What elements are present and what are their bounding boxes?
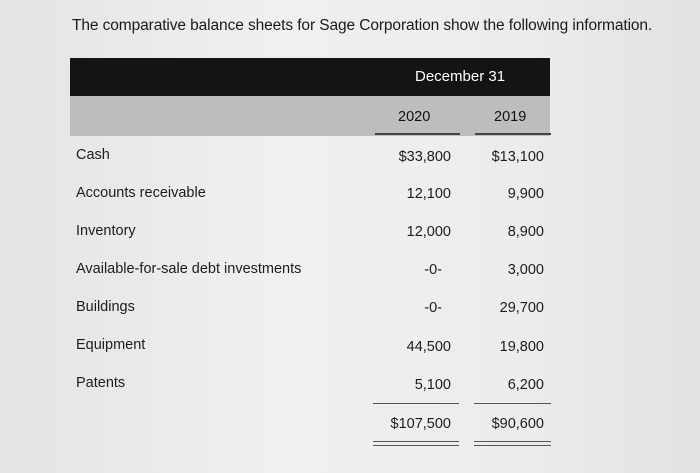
period-label: December 31 [415,68,506,85]
total-2020: $107,500 [390,416,451,432]
year-2019-header: 2019 [494,109,527,125]
row-label-equipment: Equipment [76,337,146,353]
total-double-line-2020-b [373,445,459,446]
subtotal-line-2019 [474,403,551,404]
problem-title: The comparative balance sheets for Sage Corporation show the following information. [72,17,653,34]
row-label-inventory: Inventory [76,223,136,239]
year-2020-underline [375,133,460,135]
buildings-2019: 29,700 [499,300,544,316]
accounts-receivable-2020: 12,100 [406,186,451,202]
equipment-2020: 44,500 [406,339,451,355]
cash-2019: $13,100 [491,149,544,165]
row-label-afs-debt-investments: Available-for-sale debt investments [76,261,302,277]
total-double-line-2019-b [474,445,551,446]
total-double-line-2020-a [373,441,459,442]
buildings-2020: -0- [424,300,442,316]
patents-2019: 6,200 [507,377,544,393]
accounts-receivable-2019: 9,900 [507,186,544,202]
cash-2020: $33,800 [398,149,451,165]
patents-2020: 5,100 [414,377,451,393]
row-label-accounts-receivable: Accounts receivable [76,185,206,201]
row-label-cash: Cash [76,147,110,163]
equipment-2019: 19,800 [499,339,544,355]
year-2020-header: 2020 [398,109,431,125]
afs-debt-investments-2020: -0- [424,262,442,278]
afs-debt-investments-2019: 3,000 [507,262,544,278]
table-header-years [70,96,550,136]
subtotal-line-2020 [373,403,459,404]
year-2019-underline [475,133,551,135]
inventory-2020: 12,000 [406,224,451,240]
table-header-period [70,58,550,96]
total-2019: $90,600 [491,416,544,432]
row-label-buildings: Buildings [76,299,135,315]
inventory-2019: 8,900 [507,224,544,240]
row-label-patents: Patents [76,375,126,391]
total-double-line-2019-a [474,441,551,442]
